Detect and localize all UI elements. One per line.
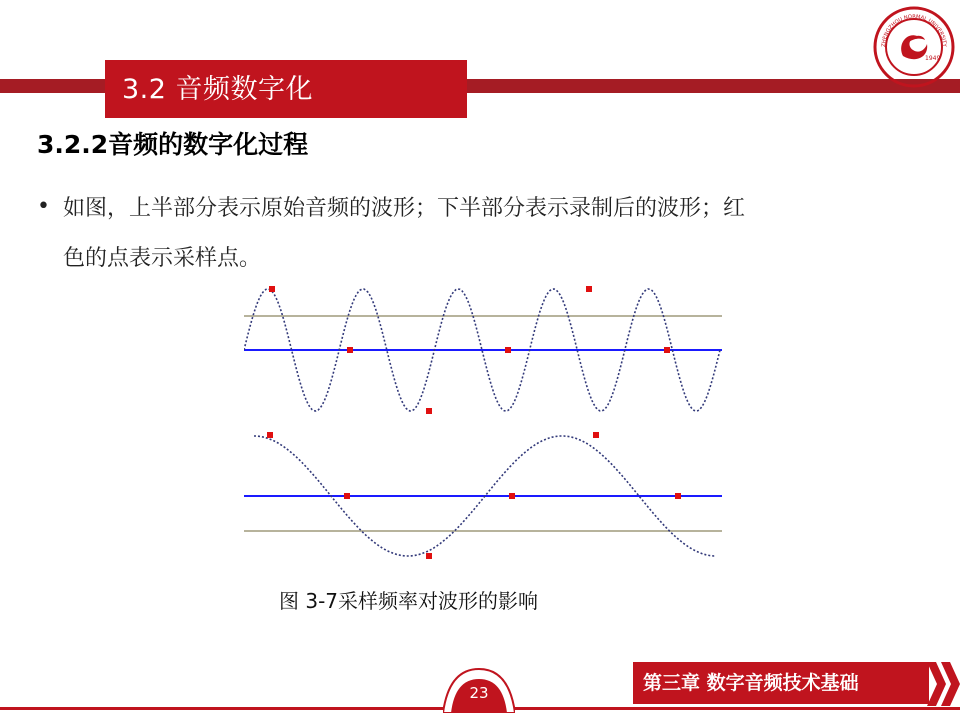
section-title: 3.2 音频数字化 — [122, 74, 314, 105]
sampling-figure — [244, 283, 722, 563]
sample-point — [586, 286, 592, 292]
bullet-marker: • — [37, 194, 50, 219]
bullet-text-line-1: 如图，上半部分表示原始音频的波形；下半部分表示录制后的波形；红 — [63, 196, 746, 221]
sample-point — [344, 493, 350, 499]
sample-point — [509, 493, 515, 499]
recorded-waveform-panel — [244, 436, 722, 556]
sample-point — [269, 286, 275, 292]
sample-point — [675, 493, 681, 499]
page-number: 23 — [469, 684, 489, 702]
chapter-tag: 第三章 数字音频技术基础 — [633, 662, 929, 704]
svg-text:1949: 1949 — [925, 55, 941, 62]
sample-point — [505, 347, 511, 353]
sample-point — [593, 432, 599, 438]
sample-point — [267, 432, 273, 438]
sample-points — [267, 286, 681, 559]
bullet-text-line-2: 色的点表示采样点。 — [63, 246, 262, 271]
university-seal-logo — [873, 6, 955, 88]
sample-point — [347, 347, 353, 353]
svg-text:ZHENGZHOU NORMAL UNIVERSITY — [881, 14, 947, 48]
sample-point — [664, 347, 670, 353]
sample-point — [426, 408, 432, 414]
seal-text: ZHENGZHOU NORMAL UNIVERSITY — [880, 13, 948, 48]
sample-point — [426, 553, 432, 559]
original-waveform-panel — [244, 289, 722, 411]
chevron-right-icon — [925, 662, 960, 706]
page-subtitle: 3.2.2音频的数字化过程 — [37, 130, 309, 159]
figure-caption: 图 3-7采样频率对波形的影响 — [279, 589, 539, 613]
